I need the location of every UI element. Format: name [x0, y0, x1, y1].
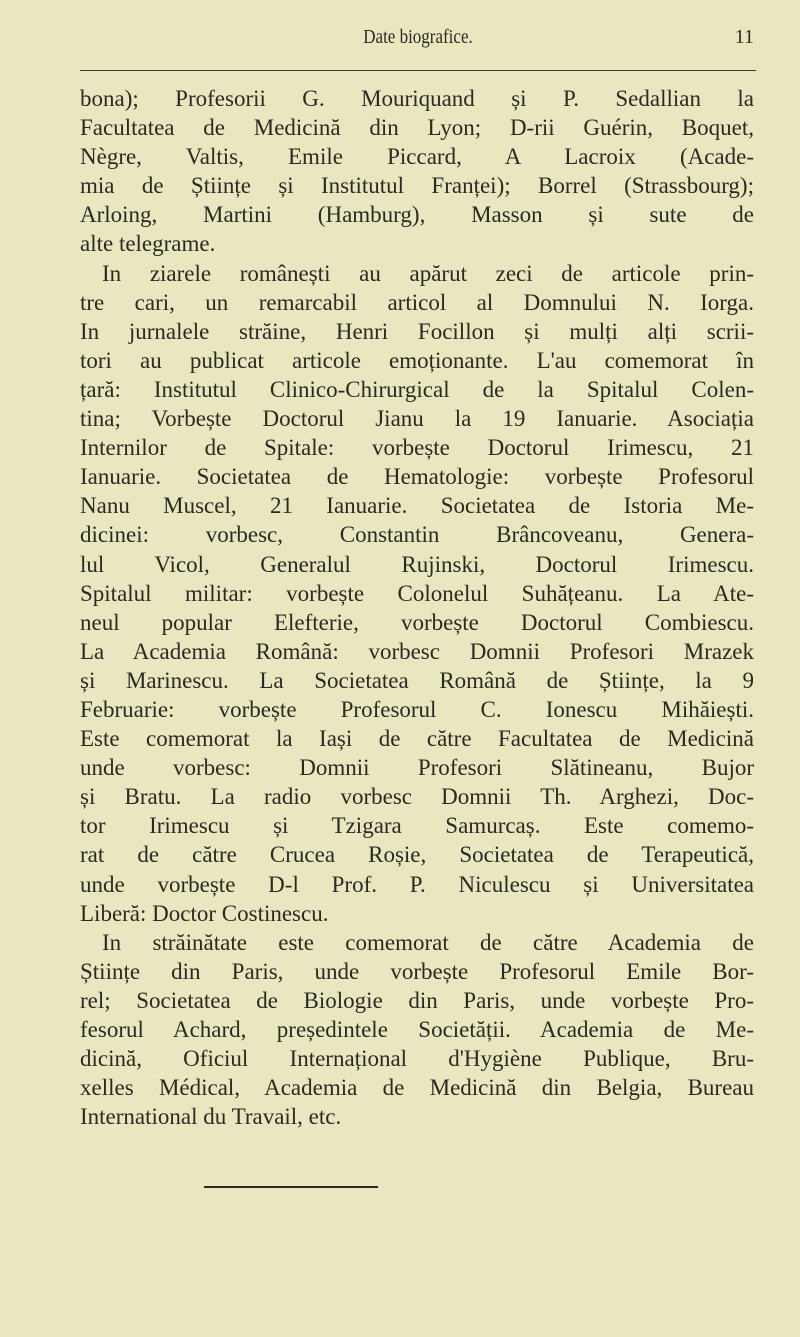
- text-line: xelles Médical, Academia de Medicină din Belgia, Bureau: [80, 1075, 754, 1101]
- text-line: Nanu Muscel, 21 Ianuarie. Societatea de Istoria Me-: [80, 493, 754, 519]
- text-line: Nègre, Valtis, Emile Piccard, A Lacroix (Acade-: [80, 144, 754, 170]
- text-line: Arloing, Martini (Hamburg), Masson și sute de: [80, 202, 754, 228]
- running-title: Date biografice.: [363, 26, 473, 48]
- text-line: și Bratu. La radio vorbesc Domnii Th. Arghezi, Doc-: [80, 784, 754, 810]
- text-line: dicină, Oficiul Internațional d'Hygiène Publique, Bru-: [80, 1046, 754, 1072]
- text-line: lul Vicol, Generalul Rujinski, Doctorul Irimescu.: [80, 551, 754, 577]
- text-line: rel; Societatea de Biologie din Paris, unde vorbește Pro-: [80, 987, 754, 1013]
- text-line: unde vorbesc: Domnii Profesori Slătineanu, Bujor: [80, 755, 754, 781]
- body-text: [80, 84, 754, 1131]
- text-line: tori au publicat articole emoționante. L'au comemorat în: [80, 347, 754, 373]
- text-line: Spitalul militar: vorbește Colonelul Suhățeanu. La Ate-: [80, 580, 754, 606]
- section-end-rule: [204, 1186, 378, 1188]
- page-number: 11: [734, 26, 754, 48]
- text-line: In străinătate este comemorat de către Academia de: [102, 929, 754, 955]
- text-line: bona); Profesorii G. Mouriquand și P. Sedallian la: [80, 86, 754, 111]
- text-line: La Academia Română: vorbesc Domnii Profesori Mrazek: [80, 638, 754, 664]
- text-line: și Marinescu. La Societatea Română de Științe, la 9: [80, 667, 754, 693]
- text-line: Internilor de Spitale: vorbește Doctorul Irimescu, 21: [80, 435, 754, 461]
- text-line: neul popular Elefterie, vorbește Doctorul Combiescu.: [80, 609, 754, 635]
- text-line: rat de către Crucea Roșie, Societatea de Terapeutică,: [80, 842, 754, 868]
- text-line: alte telegrame.: [80, 231, 216, 257]
- text-line: tina; Vorbește Doctorul Jianu la 19 Ianuarie. Asociația: [80, 406, 754, 432]
- text-line: Facultatea de Medicină din Lyon; D-rii Guérin, Boquet,: [80, 115, 754, 141]
- text-line: dicinei: vorbesc, Constantin Brâncoveanu, Genera-: [80, 522, 754, 548]
- text-line: tor Irimescu și Tzigara Samurcaș. Este comemo-: [80, 813, 754, 839]
- text-line: In jurnalele străine, Henri Focillon și mulți alți scrii-: [80, 318, 754, 344]
- text-line: mia de Științe și Institutul Franței); Borrel (Strassbourg);: [80, 173, 754, 199]
- text-line: Este comemorat la Iași de către Facultatea de Medicină: [80, 726, 754, 752]
- text-line: Științe din Paris, unde vorbește Profesorul Emile Bor-: [80, 958, 754, 984]
- text-line: Liberă: Doctor Costinescu.: [80, 900, 329, 926]
- text-line: In ziarele românești au apărut zeci de articole prin-: [102, 260, 754, 286]
- text-line: țară: Institutul Clinico-Chirurgical de la Spitalul Colen-: [80, 376, 754, 402]
- text-line: fesorul Achard, președintele Societății. Academia de Me-: [80, 1017, 754, 1042]
- text-line: Februarie: vorbește Profesorul C. Ionescu Mihăiești.: [80, 696, 754, 722]
- page-header: [80, 22, 756, 71]
- text-line: unde vorbește D-l Prof. P. Niculescu și Universitatea: [80, 871, 754, 897]
- text-line: Ianuarie. Societatea de Hematologie: vorbește Profesorul: [80, 464, 754, 490]
- text-line: tre cari, un remarcabil articol al Domnului N. Iorga.: [80, 289, 754, 315]
- text-line: International du Travail, etc.: [80, 1104, 342, 1130]
